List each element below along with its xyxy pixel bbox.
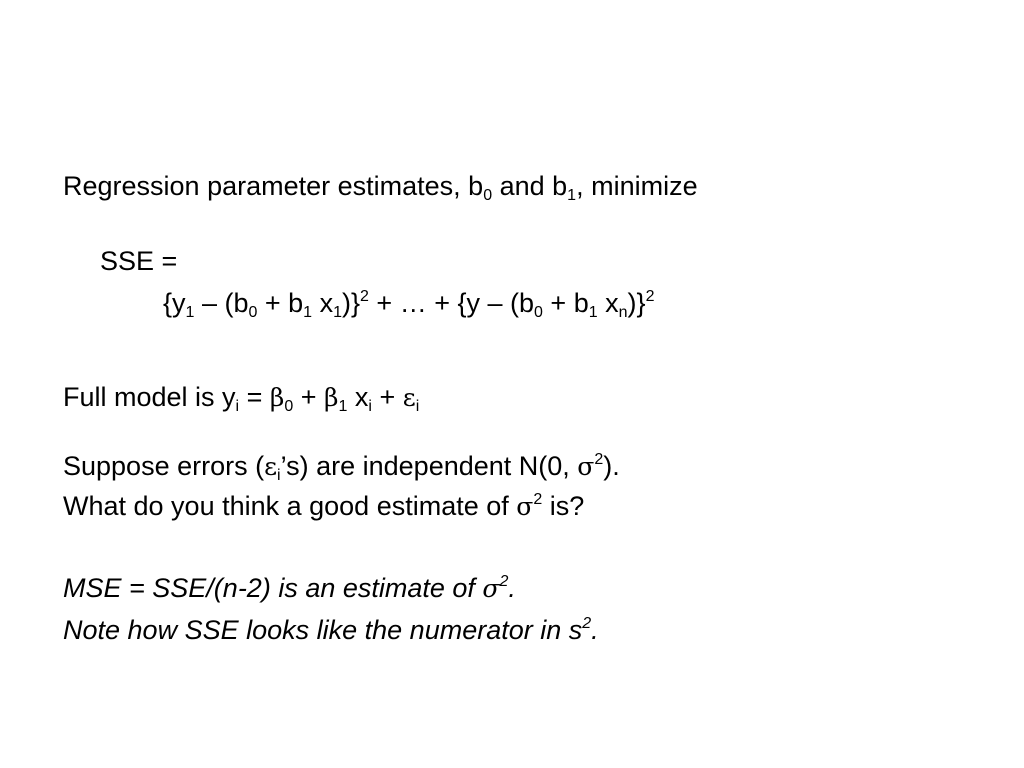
subscript: i [368,398,372,415]
suppose-line [63,451,620,484]
subscript: 1 [333,304,342,321]
subscript: 0 [483,187,493,204]
intro-text: Regression parameter estimates, b [63,171,484,201]
formula-text: + b [257,288,304,318]
formula-text: x [312,288,334,318]
sigma-symbol: σ [577,452,595,481]
sigma-symbol: σ [482,574,500,603]
sigma-symbol: σ [516,492,534,521]
subscript: i [235,398,240,415]
note-line [63,617,599,644]
mse-text: MSE = SSE/(n-2) is an estimate of [63,573,483,603]
subscript: 1 [338,398,348,415]
subscript: 0 [534,304,543,321]
note-text: . [591,615,599,645]
beta-symbol: β [269,383,285,412]
intro-line [63,171,698,204]
subscript: i [415,398,420,415]
note-text: Note how SSE looks like the numerator in s [63,615,583,645]
mse-line [63,575,516,602]
superscript: 2 [533,491,543,508]
full-model-line [63,382,420,415]
superscript: 2 [499,573,509,590]
sse-label [100,248,177,275]
formula-text: + b [542,288,589,318]
superscript: 2 [645,288,655,305]
intro-text: , minimize [576,171,698,201]
superscript: 2 [360,288,369,305]
subscript: 1 [303,304,313,321]
subscript: 1 [588,304,598,321]
model-text: = [239,382,270,412]
formula-text: + … + {y – (b [368,288,535,318]
formula-text: x [597,288,619,318]
model-text: x [347,382,369,412]
sse-label-text: SSE = [100,246,178,276]
subscript: i [277,467,281,484]
suppose-text: ). [603,451,620,481]
model-text: + [293,382,325,412]
suppose-text: Suppose errors ( [63,451,265,481]
formula-text: {y [163,288,186,318]
mse-text: . [508,573,516,603]
formula-text: – (b [194,288,249,318]
question-text: is? [542,491,585,521]
epsilon-symbol: ε [264,452,278,481]
formula-text: )} [627,288,646,318]
beta-symbol: β [324,383,339,412]
question-text: What do you think a good estimate of [63,491,517,521]
subscript: 0 [284,398,294,415]
intro-text: and b [492,171,568,201]
formula-text: )} [342,288,361,318]
model-text: Full model is y [63,382,236,412]
sse-formula [163,288,655,321]
question-line [63,493,584,520]
subscript: 1 [567,187,577,204]
subscript: 0 [248,304,258,321]
epsilon-symbol: ε [402,383,416,412]
model-text: + [371,382,403,412]
superscript: 2 [582,615,592,632]
suppose-text: ’s) are independent N(0, [280,451,578,481]
superscript: 2 [594,451,604,468]
subscript: 1 [185,304,195,321]
subscript: n [618,304,628,321]
